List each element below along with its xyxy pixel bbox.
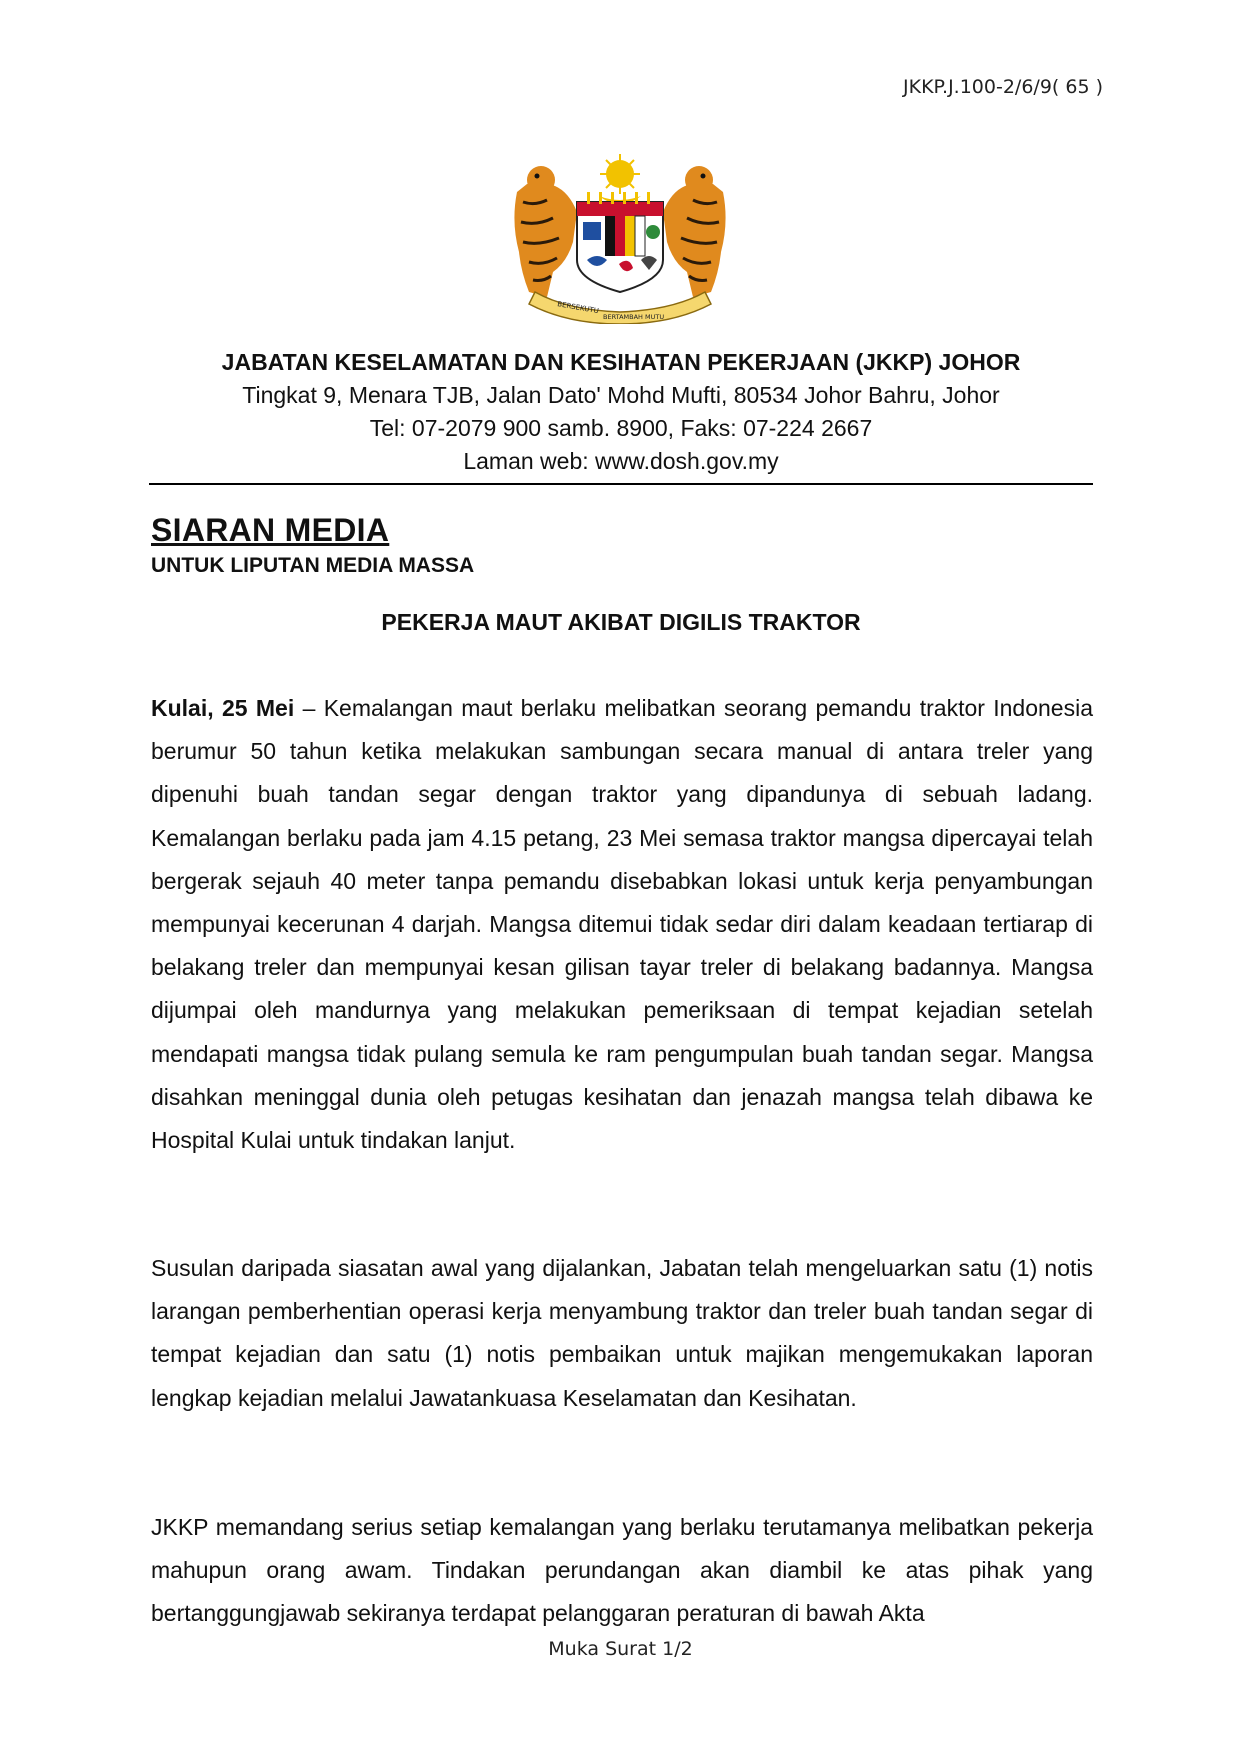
release-subtitle: UNTUK LIPUTAN MEDIA MASSA: [151, 554, 475, 577]
reference-number: JKKP.J.100-2/6/9( 65 ): [903, 76, 1103, 98]
left-tiger-icon: [514, 166, 585, 297]
shield-icon: [577, 192, 663, 292]
header-divider: [149, 483, 1093, 485]
organization-website: Laman web: www.dosh.gov.my: [463, 448, 779, 474]
paragraph-3: JKKP memandang serius setiap kemalangan yang berlaku terutamanya melibatkan pekerja mahupun orang awam. Tindakan perundangan akan diambil ke atas pihak yang bertanggungjawab sekiranya terdapat pelanggaran peraturan di bawah Akta: [151, 1514, 1093, 1627]
letterhead: [150, 346, 1092, 478]
motto-right: BERTAMBAH MUTU: [603, 313, 665, 321]
dateline: Kulai, 25 Mei: [151, 695, 295, 721]
right-tiger-icon: [655, 166, 726, 297]
organization-name: JABATAN KESELAMATAN DAN KESIHATAN PEKERJAAN (JKKP) JOHOR: [221, 349, 1021, 375]
malaysia-coat-of-arms-icon: [507, 152, 733, 324]
motto-scroll: [529, 292, 711, 324]
page-number: Muka Surat 1/2: [548, 1638, 693, 1660]
federal-star-icon: [599, 154, 641, 204]
organization-contact: Tel: 07-2079 900 samb. 8900, Faks: 07-224 2667: [369, 415, 873, 441]
release-title: SIARAN MEDIA: [151, 512, 390, 548]
release-headline: PEKERJA MAUT AKIBAT DIGILIS TRAKTOR: [381, 609, 861, 635]
paragraph-1: [151, 687, 1093, 1162]
paragraph-1-body: – Kemalangan maut berlaku melibatkan seorang pemandu traktor Indonesia berumur 50 tahun ketika melakukan sambungan secara manual di antara treler yang dipenuhi buah tandan segar dengan traktor yang dipandunya di sebuah ladang. Kemalangan berlaku pada jam 4.15 petang, 23 Mei semasa traktor mangsa dipercayai telah bergerak sejauh 40 meter tanpa pemandu disebabkan lokasi untuk kerja penyambungan mempunyai kecerunan 4 darjah. Mangsa ditemui tidak sedar diri dalam keadaan tertiarap di belakang treler dan mempunyai kesan gilisan tayar treler di belakang badannya. Mangsa dijumpai oleh mandurnya yang melakukan pemeriksaan di tempat kejadian setelah mendapati mangsa tidak pulang semula ke ram pengumpulan buah tandan segar. Mangsa disahkan meninggal dunia oleh petugas kesihatan dan jenazah mangsa telah dibawa ke Hospital Kulai untuk tindakan lanjut.: [151, 695, 1094, 1154]
motto-left: BERSEKUTU: [556, 300, 600, 316]
organization-address: Tingkat 9, Menara TJB, Jalan Dato' Mohd Mufti, 80534 Johor Bahru, Johor: [242, 382, 1000, 408]
paragraph-2: Susulan daripada siasatan awal yang dijalankan, Jabatan telah mengeluarkan satu (1) notis larangan pemberhentian operasi kerja menyambung traktor dan treler buah tandan segar di tempat kejadian dan satu (1) notis pembaikan untuk majikan mengemukakan laporan lengkap kejadian melalui Jawatankuasa Keselamatan dan Kesihatan.: [151, 1255, 1093, 1411]
